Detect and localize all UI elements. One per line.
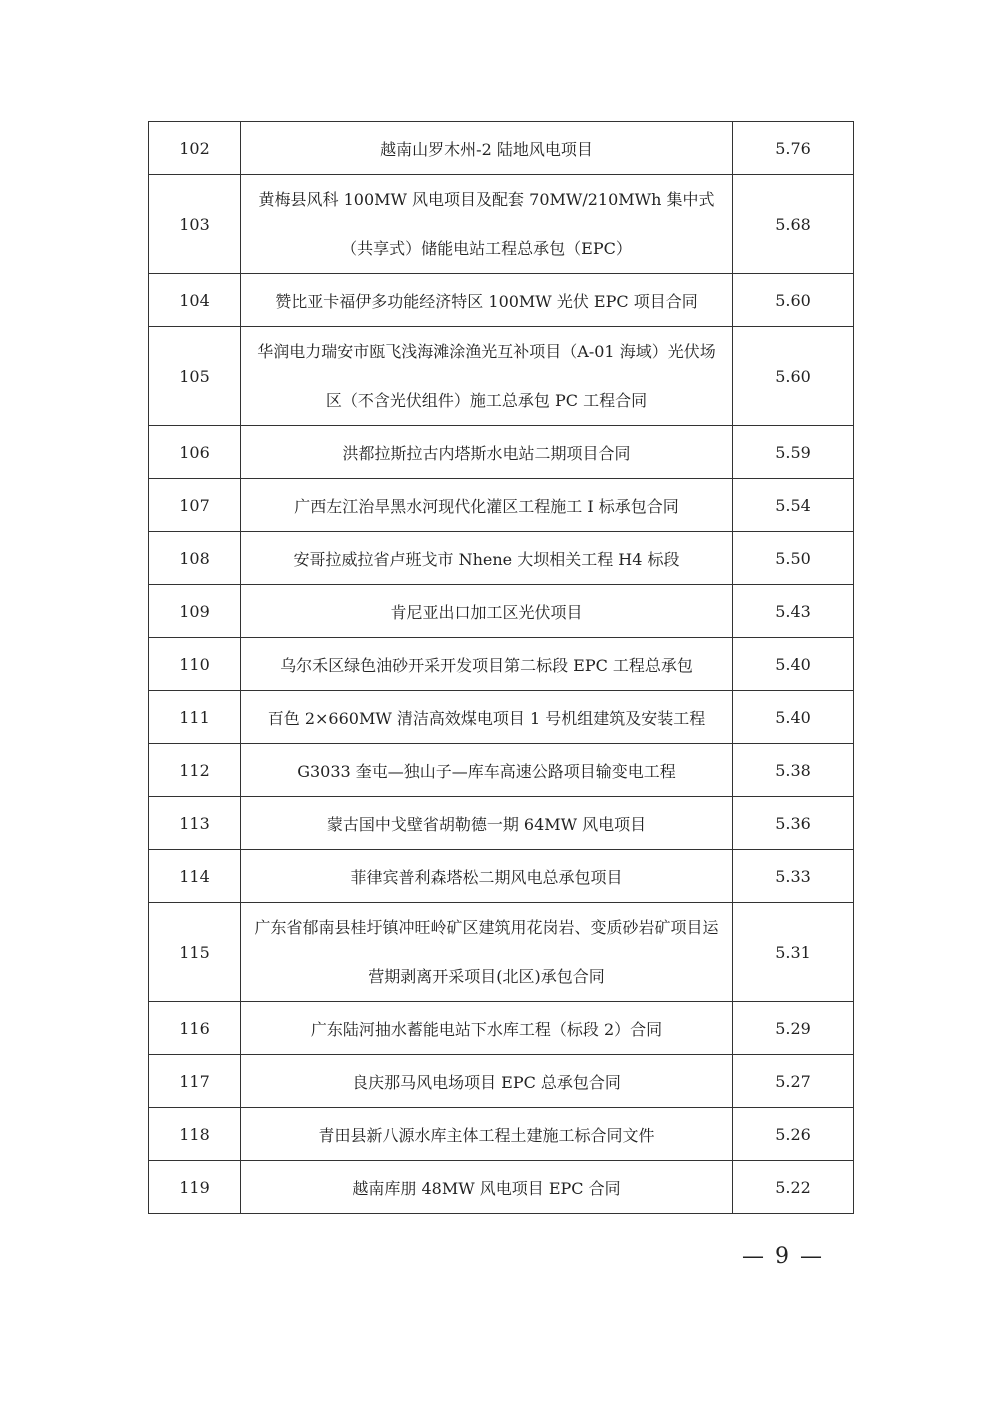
table-row: [149, 744, 854, 797]
project-value: 5.29: [733, 1002, 854, 1055]
row-number: 106: [149, 426, 241, 479]
row-number: 119: [149, 1161, 241, 1214]
page-number: — 9 —: [742, 1244, 824, 1269]
project-value: 5.68: [733, 175, 854, 274]
project-value: 5.33: [733, 850, 854, 903]
table-row: [149, 1108, 854, 1161]
table-row: [149, 797, 854, 850]
project-name: 越南库朋 48MW 风电项目 EPC 合同: [241, 1161, 733, 1214]
project-table: [148, 121, 854, 1214]
project-name: 乌尔禾区绿色油砂开采开发项目第二标段 EPC 工程总承包: [241, 638, 733, 691]
project-name: 菲律宾普利森塔松二期风电总承包项目: [241, 850, 733, 903]
project-value: 5.59: [733, 426, 854, 479]
project-name: 洪都拉斯拉古内塔斯水电站二期项目合同: [241, 426, 733, 479]
table-row: [149, 532, 854, 585]
row-number: 107: [149, 479, 241, 532]
project-value: 5.27: [733, 1055, 854, 1108]
row-number: 113: [149, 797, 241, 850]
table-row: [149, 1055, 854, 1108]
project-value: 5.40: [733, 691, 854, 744]
project-name: 青田县新八源水库主体工程土建施工标合同文件: [241, 1108, 733, 1161]
table-row: [149, 327, 854, 426]
table-row: [149, 903, 854, 1002]
project-name: 广东省郁南县桂圩镇冲旺岭矿区建筑用花岗岩、变质砂岩矿项目运营期剥离开采项目(北区)承包合同: [241, 903, 733, 1002]
project-value: 5.54: [733, 479, 854, 532]
table-row: [149, 175, 854, 274]
project-name: 华润电力瑞安市瓯飞浅海滩涂渔光互补项目（A-01 海域）光伏场区（不含光伏组件）施工总承包 PC 工程合同: [241, 327, 733, 426]
row-number: 118: [149, 1108, 241, 1161]
project-name: 良庆那马风电场项目 EPC 总承包合同: [241, 1055, 733, 1108]
project-name: 安哥拉威拉省卢班戈市 Nhene 大坝相关工程 H4 标段: [241, 532, 733, 585]
row-number: 108: [149, 532, 241, 585]
project-table-body: [149, 122, 854, 1214]
project-value: 5.26: [733, 1108, 854, 1161]
project-value: 5.60: [733, 327, 854, 426]
row-number: 105: [149, 327, 241, 426]
table-row: [149, 426, 854, 479]
row-number: 112: [149, 744, 241, 797]
row-number: 102: [149, 122, 241, 175]
project-value: 5.40: [733, 638, 854, 691]
table-row: [149, 850, 854, 903]
project-value: 5.76: [733, 122, 854, 175]
table-row: [149, 1002, 854, 1055]
table-row: [149, 122, 854, 175]
table-row: [149, 1161, 854, 1214]
row-number: 114: [149, 850, 241, 903]
project-name: 越南山罗木州-2 陆地风电项目: [241, 122, 733, 175]
table-row: [149, 638, 854, 691]
project-value: 5.60: [733, 274, 854, 327]
project-name: 蒙古国中戈壁省胡勒德一期 64MW 风电项目: [241, 797, 733, 850]
table-row: [149, 691, 854, 744]
row-number: 115: [149, 903, 241, 1002]
project-value: 5.31: [733, 903, 854, 1002]
project-name: 广东陆河抽水蓄能电站下水库工程（标段 2）合同: [241, 1002, 733, 1055]
project-name: 百色 2×660MW 清洁高效煤电项目 1 号机组建筑及安装工程: [241, 691, 733, 744]
project-name: 肯尼亚出口加工区光伏项目: [241, 585, 733, 638]
project-name: 黄梅县风科 100MW 风电项目及配套 70MW/210MWh 集中式（共享式）储能电站工程总承包（EPC）: [241, 175, 733, 274]
row-number: 103: [149, 175, 241, 274]
row-number: 116: [149, 1002, 241, 1055]
row-number: 104: [149, 274, 241, 327]
table-row: [149, 479, 854, 532]
project-name: 广西左江治旱黑水河现代化灌区工程施工 I 标承包合同: [241, 479, 733, 532]
project-value: 5.43: [733, 585, 854, 638]
table-row: [149, 585, 854, 638]
project-value: 5.22: [733, 1161, 854, 1214]
row-number: 117: [149, 1055, 241, 1108]
project-name: 赞比亚卡福伊多功能经济特区 100MW 光伏 EPC 项目合同: [241, 274, 733, 327]
row-number: 110: [149, 638, 241, 691]
project-value: 5.38: [733, 744, 854, 797]
project-value: 5.36: [733, 797, 854, 850]
table-row: [149, 274, 854, 327]
row-number: 111: [149, 691, 241, 744]
project-name: G3033 奎屯—独山子—库车高速公路项目输变电工程: [241, 744, 733, 797]
row-number: 109: [149, 585, 241, 638]
project-value: 5.50: [733, 532, 854, 585]
